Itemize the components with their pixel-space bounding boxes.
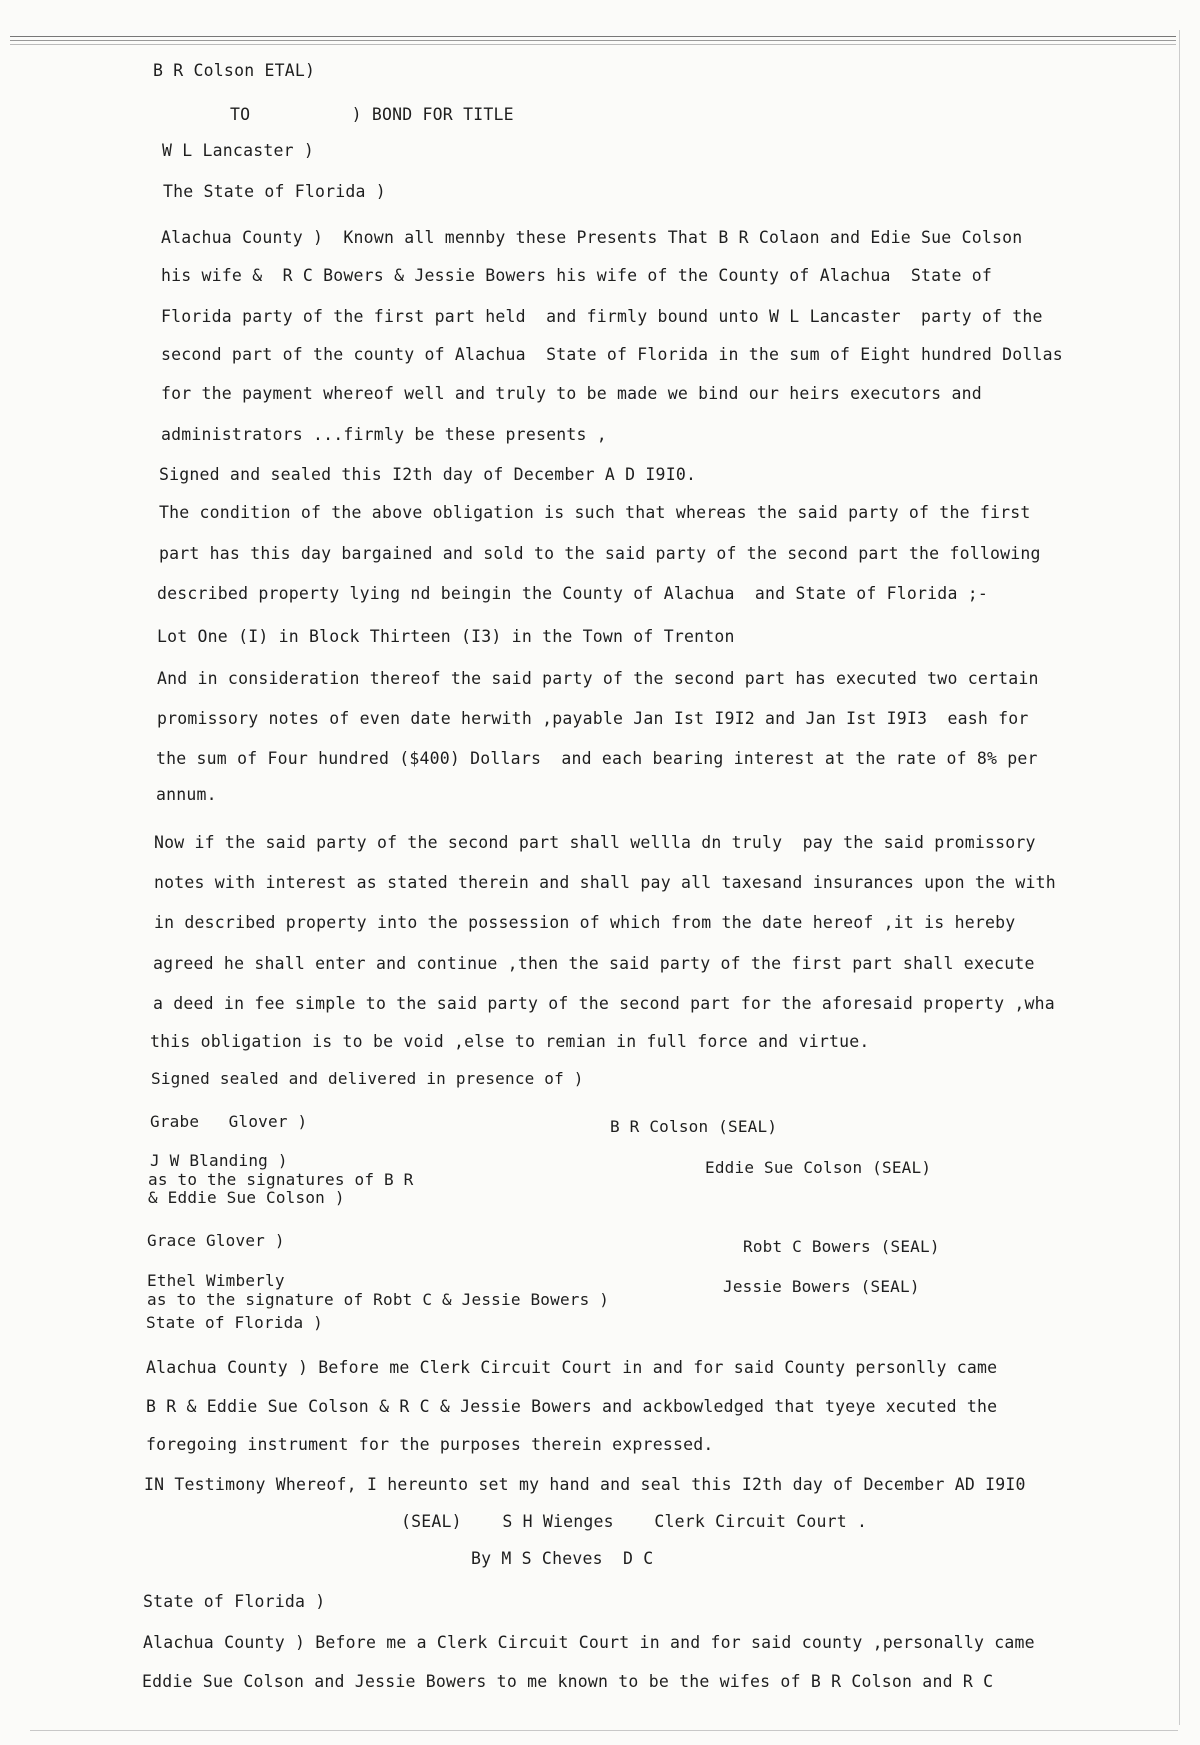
page-edge (30, 1730, 1178, 1731)
body-line: notes with interest as stated therein and shall pay all taxesand insurances upon the with (154, 873, 1056, 892)
body-line: second part of the county of Alachua State of Florida in the sum of Eight hundred Dollas (161, 345, 1063, 364)
body-line: annum. (156, 785, 217, 804)
signature-line: B R Colson (SEAL) (610, 1117, 778, 1136)
venue-state: State of Florida ) (146, 1313, 323, 1332)
venue-state: State of Florida ) (143, 1592, 326, 1611)
body-line: his wife & R C Bowers & Jessie Bowers his wife of the County of Alachua State of (161, 266, 992, 285)
body-line: a deed in fee simple to the said party of the second part for the aforesaid property ,wha (153, 994, 1055, 1013)
body-line: The condition of the above obligation is such that whereas the said party of the first (159, 503, 1031, 522)
witness-name: Grace Glover ) (147, 1231, 285, 1250)
signature-line: Eddie Sue Colson (SEAL) (705, 1158, 932, 1177)
acknowledgment-line: B R & Eddie Sue Colson & R C & Jessie Bowers and ackbowledged that tyeye xecuted the (146, 1397, 998, 1416)
deputy-clerk-signature: By M S Cheves D C (471, 1549, 654, 1568)
venue-state: The State of Florida ) (163, 182, 386, 201)
body-line: Signed and sealed this I2th day of December A D I9I0. (159, 465, 697, 484)
acknowledgment-line: Alachua County ) Before me Clerk Circuit Court in and for said County personlly came (146, 1358, 998, 1377)
witness-name: J W Blanding ) (150, 1151, 288, 1170)
caption-title: TO ) BOND FOR TITLE (230, 105, 514, 124)
body-line: promissory notes of even date herwith ,payable Jan Ist I9I2 and Jan Ist I9I3 eash for (157, 709, 1029, 728)
body-line: And in consideration thereof the said party of the second part has executed two certain (157, 669, 1039, 688)
body-line: for the payment whereof well and truly to be made we bind our heirs executors and (161, 384, 982, 403)
body-line: in described property into the possession of which from the date hereof ,it is hereby (154, 913, 1016, 932)
body-line: Lot One (I) in Block Thirteen (I3) in the Town of Trenton (157, 627, 735, 646)
acknowledgment-line: IN Testimony Whereof, I hereunto set my hand and seal this I2th day of December AD I9I0 (144, 1475, 1026, 1494)
body-line: part has this day bargained and sold to the said party of the second part the following (159, 544, 1041, 563)
caption-grantor: B R Colson ETAL) (153, 61, 316, 80)
acknowledgment-line: Alachua County ) Before me a Clerk Circuit Court in and for said county ,personally came (143, 1633, 1035, 1652)
body-line: agreed he shall enter and continue ,then the said party of the first part shall execute (153, 954, 1035, 973)
body-line: this obligation is to be void ,else to remian in full force and virtue. (150, 1032, 870, 1051)
body-line: Florida party of the first part held and firmly bound unto W L Lancaster party of the (161, 307, 1043, 326)
top-rule (10, 36, 1176, 37)
witness-note: as to the signatures of B R (148, 1170, 414, 1189)
witness-note: & Eddie Sue Colson ) (148, 1188, 345, 1207)
caption-grantee: W L Lancaster ) (162, 141, 315, 160)
body-line: Alachua County ) Known all mennby these Presents That B R Colaon and Edie Sue Colson (161, 228, 1023, 247)
witness-name: Grabe Glover ) (150, 1112, 308, 1131)
witness-name: Ethel Wimberly (147, 1271, 285, 1290)
attestation-line: Signed sealed and delivered in presence of ) (151, 1069, 584, 1088)
acknowledgment-line: Eddie Sue Colson and Jessie Bowers to me known to be the wifes of B R Colson and R C (142, 1672, 994, 1691)
signature-line: Robt C Bowers (SEAL) (743, 1237, 940, 1256)
clerk-signature: (SEAL) S H Wienges Clerk Circuit Court . (401, 1512, 868, 1531)
signature-line: Jessie Bowers (SEAL) (723, 1277, 920, 1296)
body-line: described property lying nd beingin the County of Alachua and State of Florida ;- (157, 584, 988, 603)
witness-note: as to the signature of Robt C & Jessie Bowers ) (147, 1290, 610, 1309)
body-line: Now if the said party of the second part shall wellla dn truly pay the said promissory (154, 833, 1036, 852)
page-edge (1179, 30, 1180, 1725)
top-rule (10, 44, 1176, 45)
body-line: the sum of Four hundred ($400) Dollars and each bearing interest at the rate of 8% per (156, 749, 1038, 768)
acknowledgment-line: foregoing instrument for the purposes therein expressed. (146, 1435, 714, 1454)
top-rule (10, 40, 1176, 41)
body-line: administrators ...firmly be these presents , (161, 425, 607, 444)
